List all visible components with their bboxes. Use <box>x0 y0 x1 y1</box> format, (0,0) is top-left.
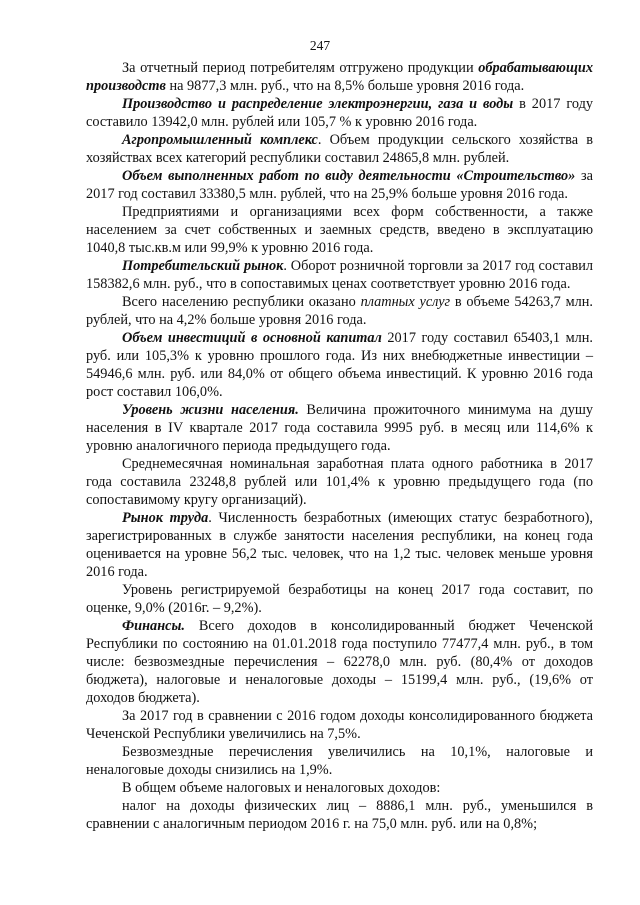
text-run: Всего населению республики оказано <box>122 294 361 310</box>
text-run: Среднемесячная номинальная заработная плата одного работника в 2017 года составила 23248,8 рублей или 101,4% к уровню предыдущего года (по сопоставимому кругу организаций). <box>86 456 593 508</box>
paragraph-paid-services <box>86 293 593 329</box>
heading-run: обрабатывающих производств <box>86 60 593 94</box>
heading-run: Производство и распределение электроэнергии, газа и воды <box>122 96 514 112</box>
text-run: налог на доходы физических лиц – 8886,1 млн. руб., уменьшился в сравнении с аналогичным периодом 2016 г. на 75,0 млн. руб. или на 0,8%; <box>86 798 593 832</box>
text-run: на 9877,3 млн. руб., что на 8,5% больше уровня 2016 года. <box>165 78 525 94</box>
paragraph-unemployment-rate <box>86 581 593 617</box>
paragraph-tax-intro <box>86 779 593 797</box>
document-body <box>86 59 593 833</box>
text-run: В общем объеме налоговых и неналоговых доходов: <box>122 780 441 796</box>
paragraph-construction <box>86 167 593 203</box>
text-run: . Численность безработных (имеющих статус безработного), зарегистрированных в службе занятости населения республики, на конец года оценивается на уровне 56,2 тыс. человек, что на 1,2 тыс. человек меньше уровня 2016 года. <box>86 510 593 580</box>
text-run: Величина прожиточного минимума на душу населения в IV квартале 2017 года составила 9995 руб. в месяц или 114,6% к уровню аналогичного периода предыдущего года. <box>86 402 593 454</box>
paragraph-investment <box>86 329 593 401</box>
paragraph-manufacturing <box>86 59 593 95</box>
heading-run: Потребительский рынок <box>122 258 284 274</box>
paragraph-budget-growth <box>86 707 593 743</box>
heading-run: Финансы. <box>122 618 185 634</box>
text-run: Всего доходов в консолидированный бюджет Чеченской Республики по состоянию на 01.01.2018 года поступило 77477,4 млн. руб., в том числе: безвозмездные перечисления – 62278,0 млн. руб. (80,4% от доходов бюджета), налоговые и неналоговые доходы – 15199,4 млн. руб., (19,6% от доходов бюджета). <box>86 618 593 706</box>
text-run: Предприятиями и организациями всех форм собственности, а также населением за счет собственных и заемных средств, введено в эксплуатацию 1040,8 тыс.кв.м или 99,9% к уровню 2016 года. <box>86 204 593 256</box>
paragraph-consumer-market <box>86 257 593 293</box>
text-run: за 2017 год составил 33380,5 млн. рублей, что на 25,9% больше уровня 2016 года. <box>86 168 593 202</box>
heading-run: Рынок труда <box>122 510 209 526</box>
italic-run: платных услуг <box>360 294 451 310</box>
paragraph-wages <box>86 455 593 509</box>
paragraph-housing <box>86 203 593 257</box>
paragraph-income-tax <box>86 797 593 833</box>
text-run: в объеме 54263,7 млн. рублей, что на 4,2% больше уровня 2016 года. <box>86 294 594 328</box>
paragraph-finance <box>86 617 593 707</box>
page-number: 247 <box>309 38 331 53</box>
text-run: . Оборот розничной торговли за 2017 год составил 158382,6 млн. руб., что в сопоставимых ценах соответствует уровню 2016 года. <box>86 258 593 292</box>
text-run: . Объем продукции сельского хозяйства в хозяйствах всех категорий республики составил 24865,8 млн. рублей. <box>86 132 593 166</box>
heading-run: Уровень жизни населения. <box>122 402 299 418</box>
text-run: Уровень регистрируемой безработицы на конец 2017 года составит, по оценке, 9,0% (2016г. – 9,2%). <box>86 582 593 616</box>
paragraph-labor-market <box>86 509 593 581</box>
heading-run: Агропромышленный комплекс <box>122 132 318 148</box>
paragraph-utilities <box>86 95 593 131</box>
text-run: 2017 году составил 65403,1 млн. руб. или 105,3% к уровню прошлого года. Из них внебюджетные инвестиции – 54946,6 млн. руб. или 84,0% от общего объема инвестиций. К уровню 2016 года рост составил 106,0%. <box>86 330 593 400</box>
text-run: За отчетный период потребителям отгружено продукции <box>122 60 479 76</box>
text-run: в 2017 году составило 13942,0 млн. рублей или 105,7 % к уровню 2016 года. <box>86 96 593 130</box>
text-run: Безвозмездные перечисления увеличились на 10,1%, налоговые и неналоговые доходы снизились на 1,9%. <box>86 744 593 778</box>
heading-run: Объем выполненных работ по виду деятельности «Строительство» <box>122 168 576 184</box>
paragraph-living-standard <box>86 401 593 455</box>
heading-run: Объем инвестиций в основной капитал <box>122 330 382 346</box>
paragraph-transfers <box>86 743 593 779</box>
text-run: За 2017 год в сравнении с 2016 годом доходы консолидированного бюджета Чеченской Республики увеличились на 7,5%. <box>86 708 593 742</box>
paragraph-agro <box>86 131 593 167</box>
